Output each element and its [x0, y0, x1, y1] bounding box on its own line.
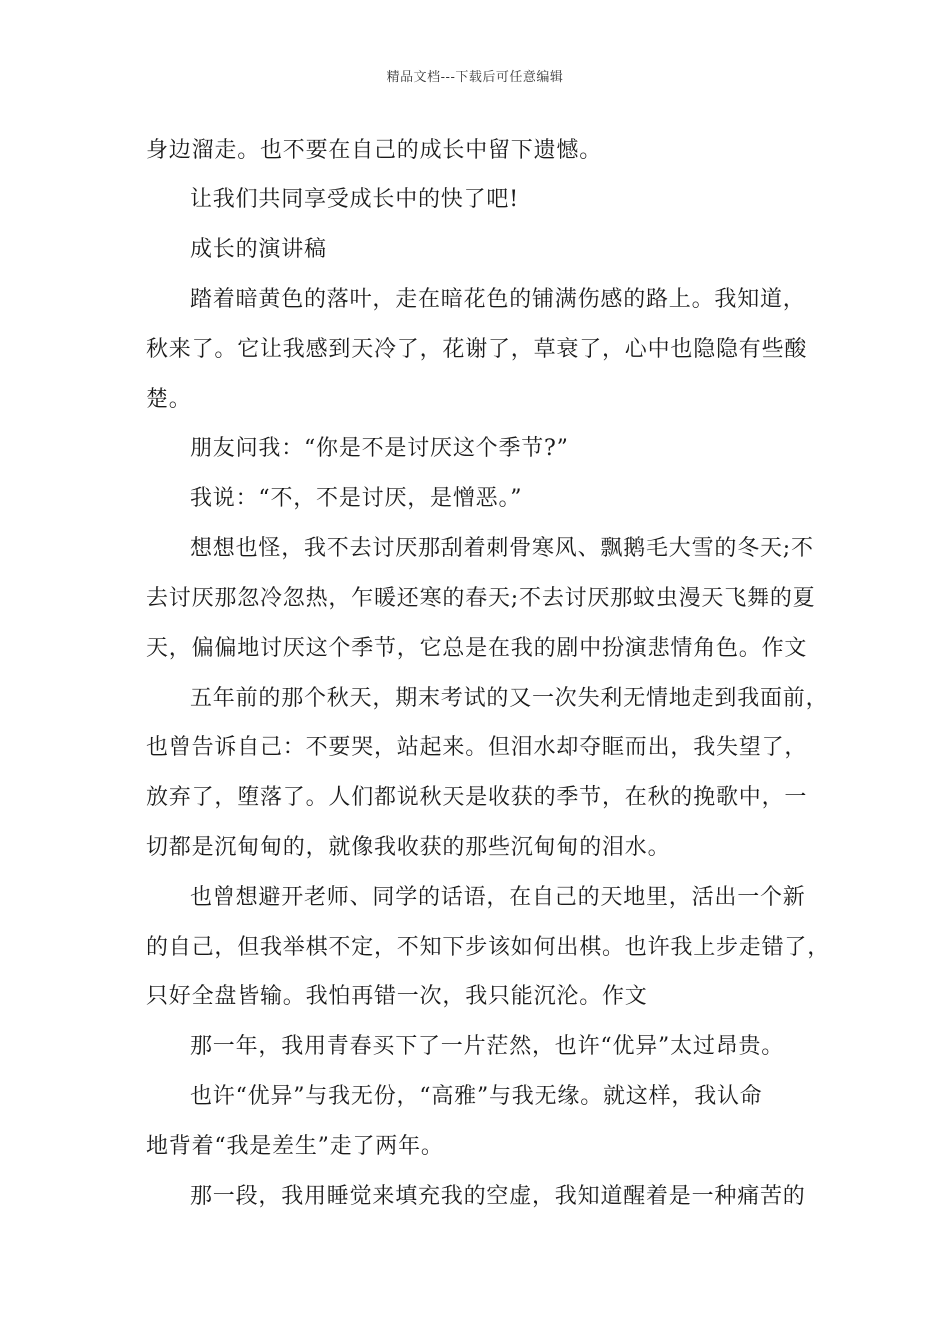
page-header: 精品文档---下载后可任意编辑 — [386, 70, 564, 85]
text-line: 放弃了，堕落了。人们都说秋天是收获的季节，在秋的挽歌中，一 — [146, 785, 808, 810]
text-line: 也许“优异”与我无份，“高雅”与我无缘。就这样，我认命 — [190, 1084, 763, 1109]
text-line: 那一段，我用睡觉来填充我的空虚，我知道醒着是一种痛苦的 — [190, 1184, 806, 1209]
text-line: 那一年，我用青春买下了一片茫然，也许“优异”太过昂贵。 — [190, 1034, 785, 1059]
text-line: 楚。 — [146, 387, 192, 412]
text-line: 让我们共同享受成长中的快了吧! — [190, 187, 519, 212]
text-line: 踏着暗黄色的落叶，走在暗花色的铺满伤感的路上。我知道， — [190, 287, 806, 312]
text-line: 去讨厌那忽冷忽热，乍暖还寒的春天;不去讨厌那蚊虫漫天飞舞的夏 — [146, 586, 816, 611]
text-line: 地背着“我是差生”走了两年。 — [146, 1134, 444, 1159]
text-line: 成长的演讲稿 — [190, 237, 327, 262]
text-line: 想想也怪，我不去讨厌那刮着刺骨寒风、飘鹅毛大雪的冬天;不 — [190, 536, 814, 561]
text-line: 的自己，但我举棋不定，不知下步该如何出棋。也许我上步走错了， — [146, 935, 831, 960]
text-line: 我说：“不，不是讨厌，是憎恶。” — [190, 486, 523, 511]
text-line: 朋友问我：“你是不是讨厌这个季节?” — [190, 436, 569, 461]
text-line: 切都是沉甸甸的，就像我收获的那些沉甸甸的泪水。 — [146, 835, 671, 860]
text-line: 秋来了。它让我感到天冷了，花谢了，草衰了，心中也隐隐有些酸 — [146, 337, 808, 362]
text-line: 也曾告诉自己：不要哭，站起来。但泪水却夺眶而出，我失望了， — [146, 735, 808, 760]
text-line: 身边溜走。也不要在自己的成长中留下遗憾。 — [146, 138, 603, 163]
text-line: 五年前的那个秋天，期末考试的又一次失利无情地走到我面前， — [190, 686, 829, 711]
text-line: 只好全盘皆输。我怕再错一次，我只能沉沦。作文 — [146, 984, 648, 1009]
text-line: 天，偏偏地讨厌这个季节，它总是在我的剧中扮演悲情角色。作文 — [146, 636, 808, 661]
text-line: 也曾想避开老师、同学的话语，在自己的天地里，活出一个新 — [190, 885, 806, 910]
